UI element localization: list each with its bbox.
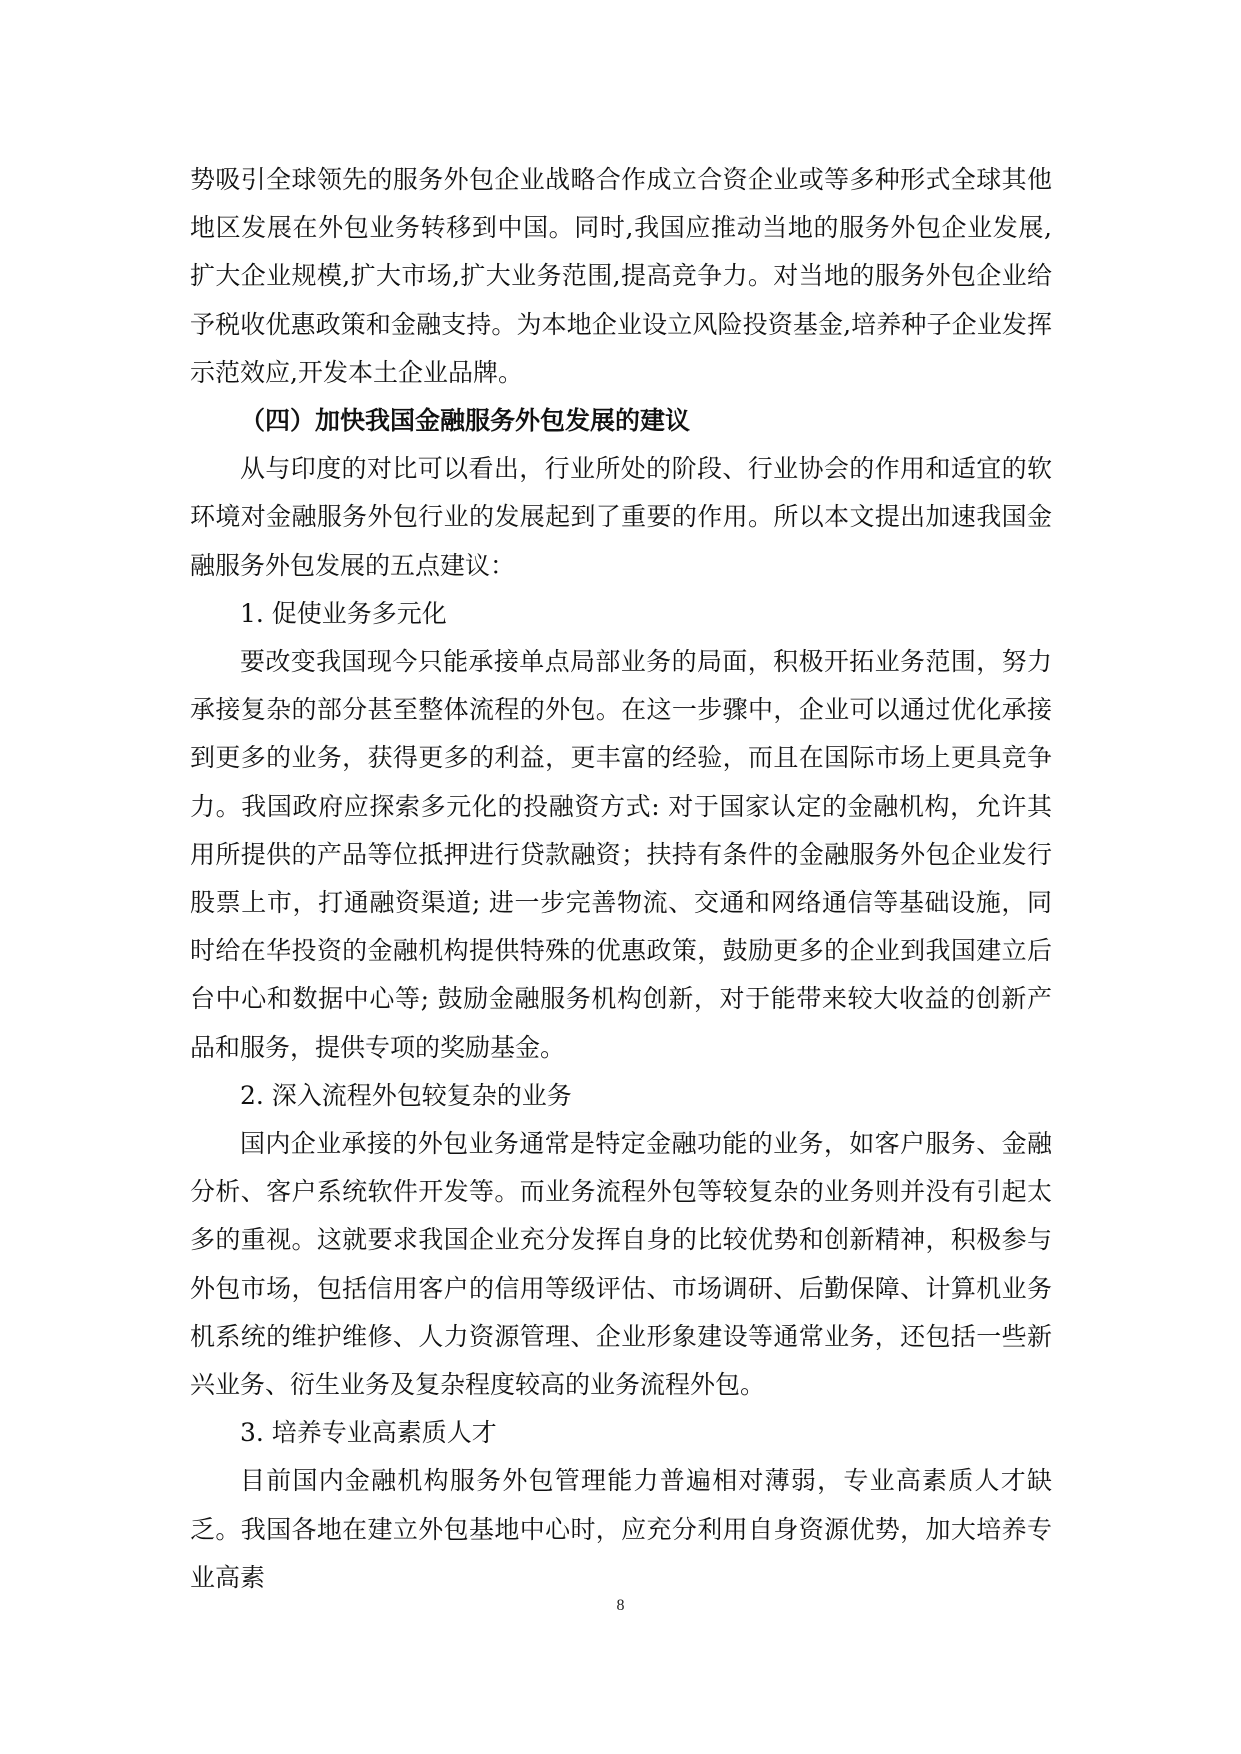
body-text [190, 156, 1052, 1602]
paragraph-talent: 目前国内金融机构服务外包管理能力普遍相对薄弱，专业高素质人才缺乏。我国各地在建立外包基地中心时，应充分利用自身资源优势，加大培养专业高素 [190, 1466, 1052, 1592]
paragraph-complex-process: 国内企业承接的外包业务通常是特定金融功能的业务，如客户服务、金融分析、客户系统软件开发等。而业务流程外包等较复杂的业务则并没有引起太多的重视。这就要求我国企业充分发挥自身的比较优势和创新精神，积极参与外包市场，包括信用客户的信用等级评估、市场调研、后勤保障、计算机业务机系统的维护维修、人力资源管理、企业形象建设等通常业务，还包括一些新兴业务、衍生业务及复杂程度较高的业务流程外包。 [190, 1129, 1052, 1400]
subheading-1: 1. 促使业务多元化 [240, 598, 447, 628]
subheading-2: 2. 深入流程外包较复杂的业务 [240, 1080, 572, 1110]
paragraph-intro: 从与印度的对比可以看出，行业所处的阶段、行业协会的作用和适宜的软环境对金融服务外包行业的发展起到了重要的作用。所以本文提出加速我国金融服务外包发展的五点建议： [190, 454, 1052, 580]
section-heading: （四）加快我国金融服务外包发展的建议 [240, 406, 691, 436]
paragraph-diversify: 要改变我国现今只能承接单点局部业务的局面，积极开拓业务范围，努力承接复杂的部分甚至整体流程的外包。在这一步骤中，企业可以通过优化承接到更多的业务，获得更多的利益，更丰富的经验，而且在国际市场上更具竞争力。我国政府应探索多元化的投融资方式: 对于国家认定的金融机构，允许其用所提供的产品等位抵押进行贷款融资；扶持有条件的金融服务外包企业发行股票上市，打通融资渠道; 进一步完善物流、交通和网络通信等基础设施，同时给在华投资的金融机构提供特殊的优惠政策，鼓励更多的企业到我国建立后台中心和数据中心等; 鼓励金融服务机构创新，对于能带来较大收益的创新产品和服务，提供专项的奖励基金。 [190, 647, 1052, 1062]
subheading-3: 3. 培养专业高素质人才 [240, 1418, 497, 1448]
page-number: 8 [616, 1597, 625, 1614]
paragraph-continuation: 势吸引全球领先的服务外包企业战略合作成立合资企业或等多种形式全球其他地区发展在外包业务转移到中国。同时,我国应推动当地的服务外包企业发展,扩大企业规模,扩大市场,扩大业务范围,提高竞争力。对当地的服务外包企业给予税收优惠政策和金融支持。为本地企业设立风险投资基金,培养种子企业发挥示范效应,开发本土企业品牌。 [190, 165, 1052, 387]
